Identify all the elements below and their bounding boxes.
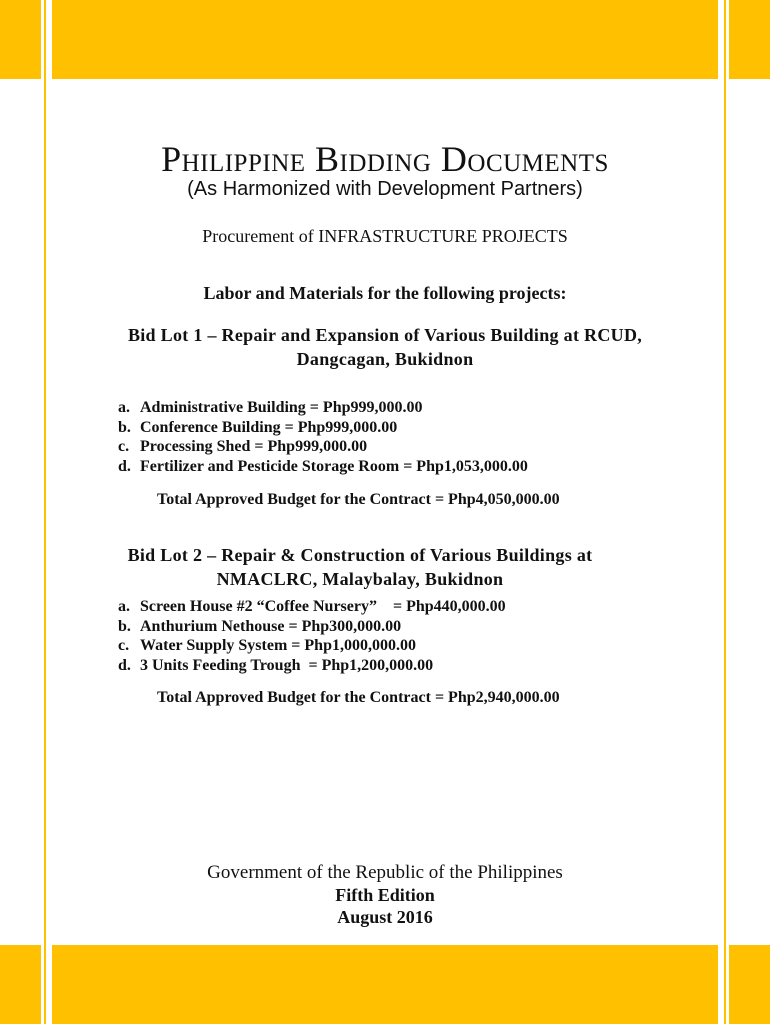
bid-lot-2-title: Bid Lot 2 – Repair & Construction of Various Buildings at NMACLRC, Malaybalay, Bukidnon (127, 545, 593, 589)
date-line: August 2016 (337, 907, 433, 927)
document-title: Philippine Bidding Documents (161, 139, 609, 179)
list-item: b. Anthurium Nethouse = Php300,000.00 (118, 617, 402, 635)
bid-lot-1-total: Total Approved Budget for the Contract = Php4,050,000.00 (157, 491, 560, 508)
bid-lot-2-items (118, 597, 506, 675)
corner-band-top-right (729, 0, 770, 79)
list-item: d. 3 Units Feeding Trough = Php1,200,000.00 (118, 656, 434, 674)
list-item: a. Screen House #2 “Coffee Nursery” = Php440,000.00 (118, 598, 506, 615)
header-band (52, 0, 718, 79)
bid-lot-2-total: Total Approved Budget for the Contract = Php2,940,000.00 (157, 689, 560, 706)
list-item: c. Processing Shed = Php999,000.00 (118, 438, 368, 455)
document-subtitle: (As Harmonized with Development Partners) (187, 178, 583, 200)
list-item: d. Fertilizer and Pesticide Storage Room = Php1,053,000.00 (118, 457, 528, 475)
footer-band (52, 945, 718, 1024)
projects-intro: Labor and Materials for the following projects: (203, 283, 567, 303)
bid-lot-1-items (118, 398, 528, 476)
list-item: a. Administrative Building = Php999,000.00 (118, 399, 423, 416)
procurement-line: Procurement of INFRASTRUCTURE PROJECTS (202, 226, 568, 246)
edition-line: Fifth Edition (335, 885, 435, 905)
list-item: c. Water Supply System = Php1,000,000.00 (118, 637, 416, 654)
bid-lot-1-title: Bid Lot 1 – Repair and Expansion of Various Building at RCUD, Dangcagan, Bukidnon (127, 325, 643, 369)
list-item: b. Conference Building = Php999,000.00 (118, 418, 398, 436)
corner-band-top-left (0, 0, 41, 79)
corner-band-bottom-right (729, 945, 770, 1024)
government-line: Government of the Republic of the Philippines (207, 862, 563, 883)
corner-band-bottom-left (0, 945, 41, 1024)
